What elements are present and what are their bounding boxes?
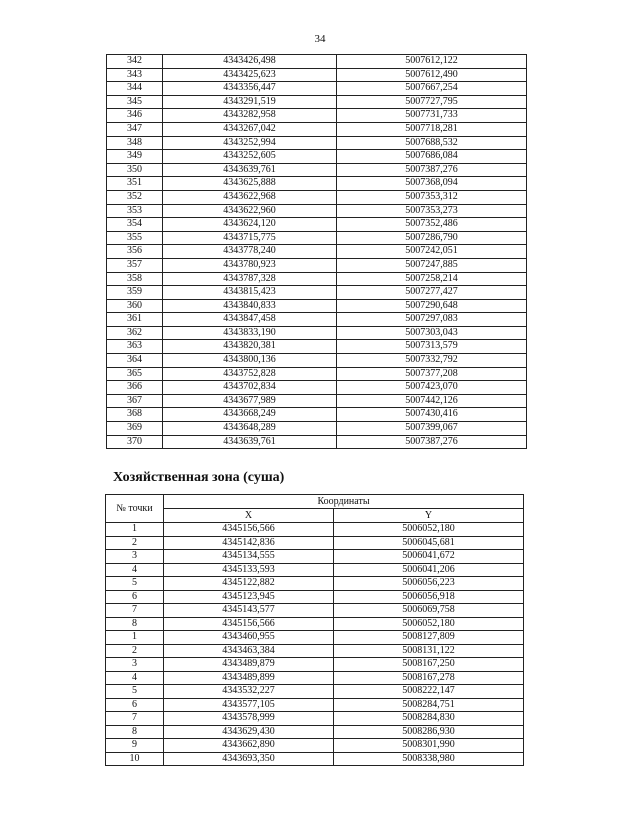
y-coordinate-cell: 5007667,254 xyxy=(337,82,527,96)
point-number-cell: 343 xyxy=(107,68,163,82)
x-coordinate-cell: 4343460,955 xyxy=(164,631,334,645)
y-coordinate-cell: 5007686,084 xyxy=(337,150,527,164)
table-row xyxy=(107,394,527,408)
x-coordinate-cell: 4343625,888 xyxy=(163,177,337,191)
point-number-cell: 5 xyxy=(106,577,164,591)
x-coordinate-cell: 4343291,519 xyxy=(163,95,337,109)
point-number-cell: 4 xyxy=(106,671,164,685)
x-coordinate-cell: 4343662,890 xyxy=(164,739,334,753)
y-coordinate-cell: 5006056,223 xyxy=(334,577,524,591)
y-coordinate-cell: 5008338,980 xyxy=(334,752,524,766)
x-coordinate-cell: 4343267,042 xyxy=(163,122,337,136)
header-point-number: № точки xyxy=(106,495,164,523)
point-number-cell: 3 xyxy=(106,658,164,672)
point-number-cell: 4 xyxy=(106,563,164,577)
household-zone-table-header xyxy=(106,495,524,523)
table-row xyxy=(107,163,527,177)
point-number-cell: 348 xyxy=(107,136,163,150)
point-number-cell: 357 xyxy=(107,258,163,272)
point-number-cell: 352 xyxy=(107,190,163,204)
table-row xyxy=(107,55,527,69)
x-coordinate-cell: 4343622,960 xyxy=(163,204,337,218)
table-row xyxy=(106,577,524,591)
y-coordinate-cell: 5007368,094 xyxy=(337,177,527,191)
x-coordinate-cell: 4343820,381 xyxy=(163,340,337,354)
y-coordinate-cell: 5007352,486 xyxy=(337,218,527,232)
x-coordinate-cell: 4343693,350 xyxy=(164,752,334,766)
x-coordinate-cell: 4343702,834 xyxy=(163,381,337,395)
table-row xyxy=(106,523,524,537)
household-zone-table xyxy=(105,494,524,766)
y-coordinate-cell: 5006041,672 xyxy=(334,550,524,564)
y-coordinate-cell: 5007313,579 xyxy=(337,340,527,354)
x-coordinate-cell: 4345156,566 xyxy=(164,523,334,537)
x-coordinate-cell: 4343489,879 xyxy=(164,658,334,672)
point-number-cell: 345 xyxy=(107,95,163,109)
point-number-cell: 356 xyxy=(107,245,163,259)
table-row xyxy=(106,712,524,726)
table-row xyxy=(107,326,527,340)
point-number-cell: 7 xyxy=(106,604,164,618)
table-row xyxy=(107,408,527,422)
table-row xyxy=(107,367,527,381)
section-heading: Хозяйственная зона (суша) xyxy=(113,470,285,485)
y-coordinate-cell: 5008222,147 xyxy=(334,685,524,699)
y-coordinate-cell: 5007353,273 xyxy=(337,204,527,218)
x-coordinate-cell: 4343426,498 xyxy=(163,55,337,69)
y-coordinate-cell: 5007353,312 xyxy=(337,190,527,204)
point-number-cell: 10 xyxy=(106,752,164,766)
x-coordinate-cell: 4343578,999 xyxy=(164,712,334,726)
x-coordinate-cell: 4345122,882 xyxy=(164,577,334,591)
x-coordinate-cell: 4343752,828 xyxy=(163,367,337,381)
x-coordinate-cell: 4345123,945 xyxy=(164,590,334,604)
table-row xyxy=(107,136,527,150)
y-coordinate-cell: 5007277,427 xyxy=(337,286,527,300)
header-row-bottom xyxy=(106,509,524,523)
y-coordinate-cell: 5007242,051 xyxy=(337,245,527,259)
y-coordinate-cell: 5008284,751 xyxy=(334,698,524,712)
y-coordinate-cell: 5007430,416 xyxy=(337,408,527,422)
x-coordinate-cell: 4343778,240 xyxy=(163,245,337,259)
y-coordinate-cell: 5007399,067 xyxy=(337,422,527,436)
x-coordinate-cell: 4345156,566 xyxy=(164,617,334,631)
y-coordinate-cell: 5007303,043 xyxy=(337,326,527,340)
x-coordinate-cell: 4343622,968 xyxy=(163,190,337,204)
table-row xyxy=(106,644,524,658)
table-row xyxy=(107,354,527,368)
point-number-cell: 355 xyxy=(107,231,163,245)
table-row xyxy=(107,422,527,436)
table-row xyxy=(107,231,527,245)
x-coordinate-cell: 4345142,836 xyxy=(164,536,334,550)
point-number-cell: 5 xyxy=(106,685,164,699)
table-row xyxy=(106,671,524,685)
y-coordinate-cell: 5007377,208 xyxy=(337,367,527,381)
y-coordinate-cell: 5008131,122 xyxy=(334,644,524,658)
x-coordinate-cell: 4343425,623 xyxy=(163,68,337,82)
coordinates-table-body xyxy=(107,55,527,449)
table-row xyxy=(107,272,527,286)
y-coordinate-cell: 5007387,276 xyxy=(337,435,527,449)
table-row xyxy=(107,286,527,300)
point-number-cell: 2 xyxy=(106,536,164,550)
x-coordinate-cell: 4343800,136 xyxy=(163,354,337,368)
table-row xyxy=(107,109,527,123)
table-row xyxy=(107,68,527,82)
table-row xyxy=(107,299,527,313)
point-number-cell: 6 xyxy=(106,698,164,712)
y-coordinate-cell: 5007718,281 xyxy=(337,122,527,136)
point-number-cell: 366 xyxy=(107,381,163,395)
y-coordinate-cell: 5008167,278 xyxy=(334,671,524,685)
y-coordinate-cell: 5007286,790 xyxy=(337,231,527,245)
table-row xyxy=(106,752,524,766)
point-number-cell: 6 xyxy=(106,590,164,604)
table-row xyxy=(107,150,527,164)
table-row xyxy=(107,245,527,259)
x-coordinate-cell: 4343847,458 xyxy=(163,313,337,327)
y-coordinate-cell: 5006052,180 xyxy=(334,617,524,631)
table-row xyxy=(107,218,527,232)
point-number-cell: 368 xyxy=(107,408,163,422)
coordinates-table-continued xyxy=(106,54,527,449)
page-number: 34 xyxy=(314,33,326,45)
table-row xyxy=(107,435,527,449)
x-coordinate-cell: 4343787,328 xyxy=(163,272,337,286)
point-number-cell: 358 xyxy=(107,272,163,286)
table-row xyxy=(107,177,527,191)
x-coordinate-cell: 4343815,423 xyxy=(163,286,337,300)
table-row xyxy=(107,122,527,136)
point-number-cell: 367 xyxy=(107,394,163,408)
table-row xyxy=(107,381,527,395)
header-row-top xyxy=(106,495,524,509)
point-number-cell: 351 xyxy=(107,177,163,191)
x-coordinate-cell: 4343532,227 xyxy=(164,685,334,699)
point-number-cell: 2 xyxy=(106,644,164,658)
point-number-cell: 360 xyxy=(107,299,163,313)
table-row xyxy=(106,550,524,564)
y-coordinate-cell: 5007688,532 xyxy=(337,136,527,150)
table-row xyxy=(106,617,524,631)
x-coordinate-cell: 4343282,958 xyxy=(163,109,337,123)
x-coordinate-cell: 4343668,249 xyxy=(163,408,337,422)
table-row xyxy=(106,631,524,645)
table-row xyxy=(107,82,527,96)
point-number-cell: 350 xyxy=(107,163,163,177)
x-coordinate-cell: 4343639,761 xyxy=(163,435,337,449)
point-number-cell: 365 xyxy=(107,367,163,381)
y-coordinate-cell: 5006041,206 xyxy=(334,563,524,577)
x-coordinate-cell: 4343624,120 xyxy=(163,218,337,232)
point-number-cell: 8 xyxy=(106,617,164,631)
y-coordinate-cell: 5007612,122 xyxy=(337,55,527,69)
y-coordinate-cell: 5007731,733 xyxy=(337,109,527,123)
y-coordinate-cell: 5007423,070 xyxy=(337,381,527,395)
point-number-cell: 1 xyxy=(106,523,164,537)
point-number-cell: 7 xyxy=(106,712,164,726)
y-coordinate-cell: 5007727,795 xyxy=(337,95,527,109)
point-number-cell: 354 xyxy=(107,218,163,232)
y-coordinate-cell: 5007332,792 xyxy=(337,354,527,368)
table-row xyxy=(106,590,524,604)
table-row xyxy=(106,658,524,672)
table-row xyxy=(106,698,524,712)
y-coordinate-cell: 5007258,214 xyxy=(337,272,527,286)
point-number-cell: 361 xyxy=(107,313,163,327)
x-coordinate-cell: 4343252,994 xyxy=(163,136,337,150)
y-coordinate-cell: 5006052,180 xyxy=(334,523,524,537)
x-coordinate-cell: 4343489,899 xyxy=(164,671,334,685)
x-coordinate-cell: 4343648,289 xyxy=(163,422,337,436)
point-number-cell: 9 xyxy=(106,739,164,753)
x-coordinate-cell: 4345143,577 xyxy=(164,604,334,618)
point-number-cell: 346 xyxy=(107,109,163,123)
y-coordinate-cell: 5007387,276 xyxy=(337,163,527,177)
x-coordinate-cell: 4343577,105 xyxy=(164,698,334,712)
y-coordinate-cell: 5007612,490 xyxy=(337,68,527,82)
y-coordinate-cell: 5008301,990 xyxy=(334,739,524,753)
table-row xyxy=(106,563,524,577)
table-row xyxy=(107,95,527,109)
y-coordinate-cell: 5008284,830 xyxy=(334,712,524,726)
x-coordinate-cell: 4343639,761 xyxy=(163,163,337,177)
x-coordinate-cell: 4345134,555 xyxy=(164,550,334,564)
table-row xyxy=(107,340,527,354)
y-coordinate-cell: 5006056,918 xyxy=(334,590,524,604)
x-coordinate-cell: 4343677,989 xyxy=(163,394,337,408)
point-number-cell: 3 xyxy=(106,550,164,564)
x-coordinate-cell: 4343252,605 xyxy=(163,150,337,164)
point-number-cell: 363 xyxy=(107,340,163,354)
point-number-cell: 364 xyxy=(107,354,163,368)
header-x: X xyxy=(164,509,334,523)
point-number-cell: 369 xyxy=(107,422,163,436)
x-coordinate-cell: 4343780,923 xyxy=(163,258,337,272)
point-number-cell: 362 xyxy=(107,326,163,340)
header-y: Y xyxy=(334,509,524,523)
point-number-cell: 347 xyxy=(107,122,163,136)
point-number-cell: 359 xyxy=(107,286,163,300)
y-coordinate-cell: 5007297,083 xyxy=(337,313,527,327)
table-row xyxy=(106,739,524,753)
table-row xyxy=(106,536,524,550)
y-coordinate-cell: 5006045,681 xyxy=(334,536,524,550)
point-number-cell: 353 xyxy=(107,204,163,218)
x-coordinate-cell: 4343833,190 xyxy=(163,326,337,340)
x-coordinate-cell: 4343715,775 xyxy=(163,231,337,245)
y-coordinate-cell: 5008167,250 xyxy=(334,658,524,672)
x-coordinate-cell: 4345133,593 xyxy=(164,563,334,577)
y-coordinate-cell: 5008286,930 xyxy=(334,725,524,739)
x-coordinate-cell: 4343840,833 xyxy=(163,299,337,313)
household-zone-table-body xyxy=(106,523,524,766)
y-coordinate-cell: 5006069,758 xyxy=(334,604,524,618)
table-row xyxy=(107,190,527,204)
point-number-cell: 370 xyxy=(107,435,163,449)
x-coordinate-cell: 4343629,430 xyxy=(164,725,334,739)
point-number-cell: 349 xyxy=(107,150,163,164)
table-row xyxy=(106,685,524,699)
table-row xyxy=(107,313,527,327)
y-coordinate-cell: 5007290,648 xyxy=(337,299,527,313)
point-number-cell: 1 xyxy=(106,631,164,645)
x-coordinate-cell: 4343463,384 xyxy=(164,644,334,658)
table-row xyxy=(106,604,524,618)
table-row xyxy=(107,258,527,272)
table-row xyxy=(106,725,524,739)
y-coordinate-cell: 5007442,126 xyxy=(337,394,527,408)
point-number-cell: 342 xyxy=(107,55,163,69)
y-coordinate-cell: 5007247,885 xyxy=(337,258,527,272)
header-coordinates: Координаты xyxy=(164,495,524,509)
x-coordinate-cell: 4343356,447 xyxy=(163,82,337,96)
table-row xyxy=(107,204,527,218)
point-number-cell: 8 xyxy=(106,725,164,739)
point-number-cell: 344 xyxy=(107,82,163,96)
y-coordinate-cell: 5008127,809 xyxy=(334,631,524,645)
